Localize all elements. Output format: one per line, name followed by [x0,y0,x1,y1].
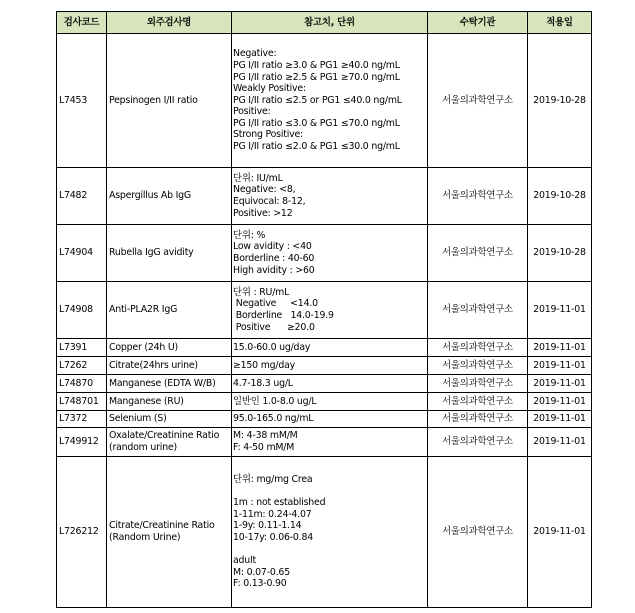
reference-line: 단위: mg/mg Crea [233,474,313,486]
reference-line: Negative <14.0 [233,298,318,310]
reference-line: F: 0.13-0.90 [233,578,287,590]
lab-cell: 서울의과학연구소 [428,168,528,225]
test-name-line: (Random Urine) [109,532,181,543]
reference-line: 1m : not established [233,497,326,509]
reference-cell [232,393,428,411]
date-cell: 2019-10-28 [528,225,592,282]
reference-line: PG I/II ratio ≤3.0 & PG1 ≤70.0 ng/mL [233,117,400,129]
reference-line [233,544,425,556]
reference-line: Borderline 14.0-19.9 [233,310,334,321]
test-name-line: Rubella IgG avidity [109,247,194,259]
reference-line: PG I/II ratio ≤2.5 or PG1 ≤40.0 ng/mL [233,94,402,106]
table-row [57,357,592,375]
lab-cell: 서울의과학연구소 [428,393,528,411]
lab-cell: 서울의과학연구소 [428,357,528,375]
date-cell: 2019-11-01 [528,282,592,339]
test-name-line: Aspergillus Ab IgG [109,190,192,202]
table-row [57,411,592,428]
test-name-line: Manganese (EDTA W/B) [109,377,216,389]
test-name-line: Pepsinogen I/II ratio [109,94,198,106]
reference-cell [232,357,428,375]
lab-cell: 서울의과학연구소 [428,225,528,282]
reference-line: 15.0-60.0 ug/day [233,341,311,353]
test-name-line: Citrate(24hrs urine) [109,359,198,371]
reference-line [233,486,425,498]
lab-cell: 서울의과학연구소 [428,428,528,457]
date-cell: 2019-10-28 [528,168,592,225]
reference-cell [232,428,428,457]
test-name-cell [107,428,232,457]
test-code-cell: L726212 [57,457,107,608]
reference-line: Equivocal: 8-12, [233,196,306,207]
lab-cell: 서울의과학연구소 [428,34,528,168]
test-code-cell: L749912 [57,428,107,457]
date-cell: 2019-11-01 [528,411,592,428]
table-row [57,339,592,357]
lab-cell: 서울의과학연구소 [428,457,528,608]
reference-line: ≥150 mg/day [233,359,296,371]
test-code-cell: L74908 [57,282,107,339]
test-name-line: Oxalate/Creatinine Ratio [109,430,220,442]
test-code-cell: L74904 [57,225,107,282]
reference-line: Negative: [233,48,277,60]
header-code: 검사코드 [57,12,107,34]
reference-line: PG I/II ratio ≥2.5 & PG1 ≥70.0 ng/mL [233,71,400,83]
test-name-cell [107,457,232,608]
lab-cell: 서울의과학연구소 [428,339,528,357]
reference-line: Strong Positive: [233,129,303,141]
header-row [57,12,592,34]
table-row [57,225,592,282]
date-cell: 2019-10-28 [528,34,592,168]
reference-cell [232,375,428,393]
test-name-line: Selenium (S) [109,413,167,425]
reference-cell [232,282,428,339]
reference-cell [232,225,428,282]
reference-line: Weakly Positive: [233,83,306,95]
reference-line: 단위 : RU/mL [233,286,290,298]
test-code-cell: L74870 [57,375,107,393]
reference-cell [232,457,428,608]
test-name-cell [107,34,232,168]
header-date: 적용일 [528,12,592,34]
table-row [57,457,592,608]
reference-line: Positive: >12 [233,207,293,219]
lab-cell: 서울의과학연구소 [428,375,528,393]
reference-line: Negative: <8, [233,184,296,196]
test-name-cell [107,339,232,357]
test-name-cell [107,393,232,411]
reference-line: 1-11m: 0.24-4.07 [233,508,312,520]
test-name-cell [107,357,232,375]
reference-cell [232,339,428,357]
reference-cell [232,168,428,225]
date-cell: 2019-11-01 [528,339,592,357]
reference-line: Positive ≥20.0 [233,321,315,333]
table-row [57,34,592,168]
reference-line: Low avidity : <40 [233,241,312,253]
reference-cell [232,34,428,168]
table-row [57,428,592,457]
header-reference: 참고치, 단위 [232,12,428,34]
reference-line: M: 0.07-0.65 [233,566,290,578]
date-cell: 2019-11-01 [528,357,592,375]
reference-cell [232,411,428,428]
reference-line: F: 4-50 mM/M [233,442,295,453]
test-name-cell [107,375,232,393]
table-row [57,282,592,339]
reference-line: 일반인 1.0-8.0 ug/L [233,395,317,407]
test-name-cell [107,225,232,282]
date-cell: 2019-11-01 [528,393,592,411]
test-name-cell [107,282,232,339]
test-code-cell: L7391 [57,339,107,357]
test-code-cell: L7453 [57,34,107,168]
test-name-line: (random urine) [109,442,177,453]
test-name-cell [107,411,232,428]
reference-line: 95.0-165.0 ng/mL [233,413,314,425]
lab-cell: 서울의과학연구소 [428,282,528,339]
test-code-cell: L748701 [57,393,107,411]
date-cell: 2019-11-01 [528,428,592,457]
test-code-cell: L7372 [57,411,107,428]
test-name-line: Copper (24h U) [109,341,179,353]
reference-line: PG I/II ratio ≥3.0 & PG1 ≥40.0 ng/mL [233,59,400,71]
reference-line: adult [233,555,256,567]
reference-line: M: 4-38 mM/M [233,430,298,442]
test-code-cell: L7262 [57,357,107,375]
reference-line: 단위: IU/mL [233,172,283,184]
reference-table [56,11,592,608]
table-row [57,375,592,393]
reference-line: 10-17y: 0.06-0.84 [233,532,313,543]
reference-line: Borderline : 40-60 [233,253,315,264]
reference-line: 단위: % [233,229,266,241]
test-name-line: Anti-PLA2R IgG [109,304,178,316]
test-name-line: Manganese (RU) [109,395,184,407]
reference-line: 4.7-18.3 ug/L [233,377,293,389]
reference-line: High avidity : >60 [233,264,315,276]
test-name-cell [107,168,232,225]
reference-line: PG I/II ratio ≤2.0 & PG1 ≤30.0 ng/mL [233,141,400,153]
table-row [57,393,592,411]
reference-line: Positive: [233,106,271,118]
lab-cell: 서울의과학연구소 [428,411,528,428]
reference-line: 1-9y: 0.11-1.14 [233,520,302,532]
header-test-name: 외주검사명 [107,12,232,34]
table-row [57,168,592,225]
date-cell: 2019-11-01 [528,457,592,608]
test-code-cell: L7482 [57,168,107,225]
header-lab: 수탁기관 [428,12,528,34]
test-name-line: Citrate/Creatinine Ratio [109,520,215,532]
date-cell: 2019-11-01 [528,375,592,393]
